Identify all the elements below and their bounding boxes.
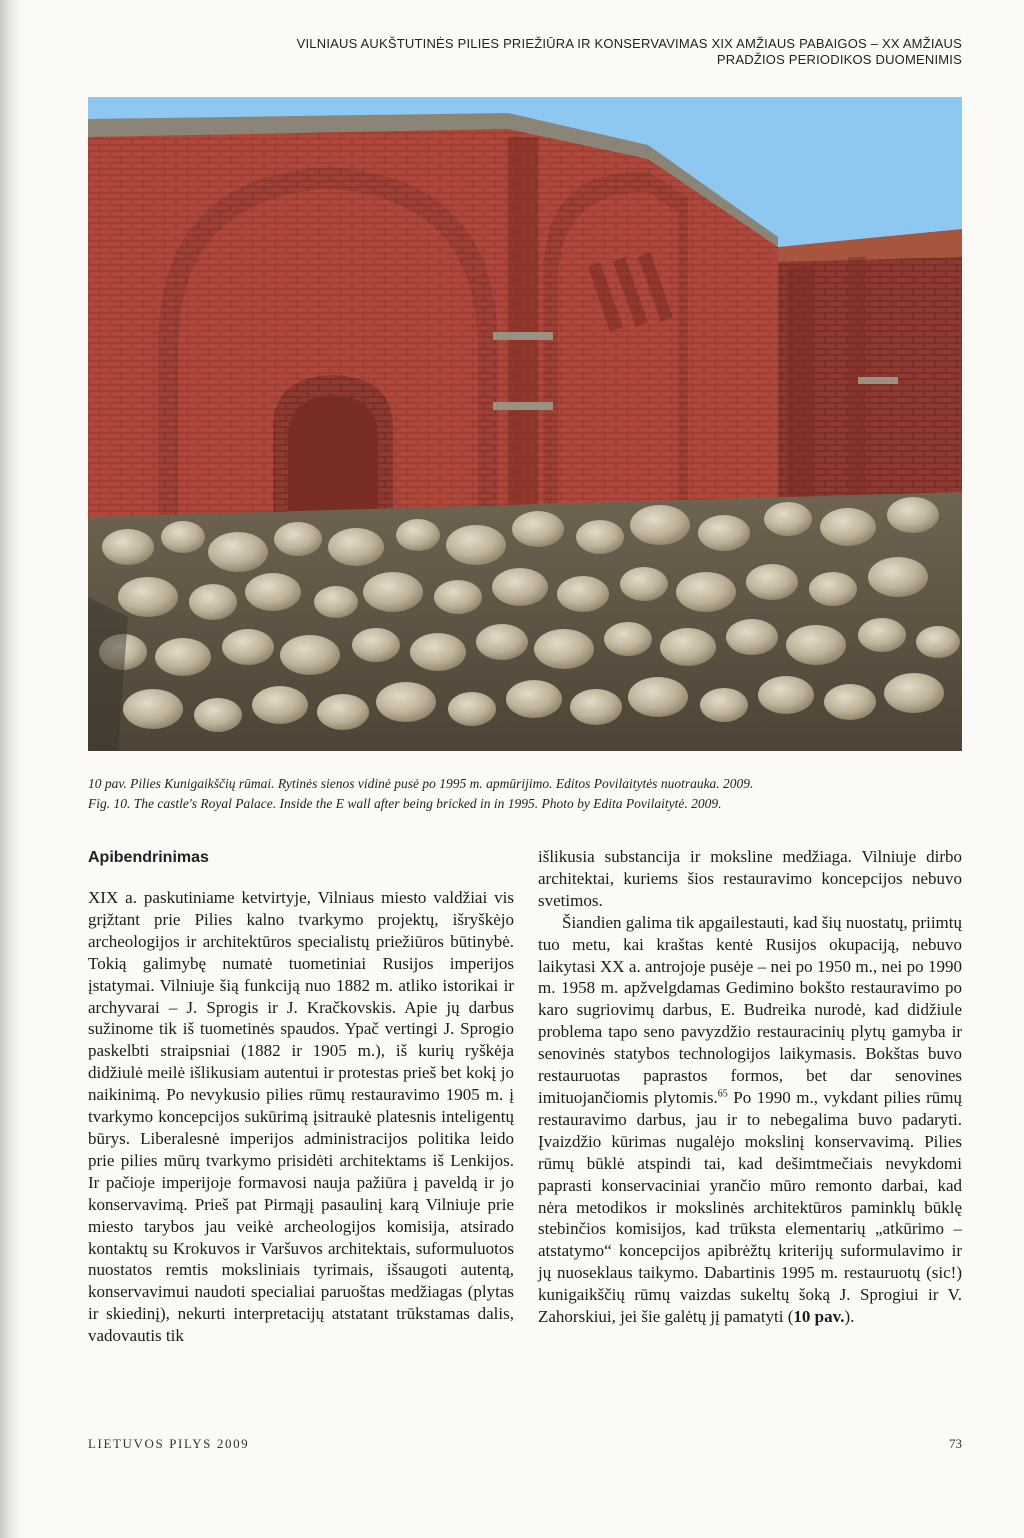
paragraph-text: Šiandien galima tik apgailestauti, kad šių nuostatų, priimtų tuo metu, kai kraštas kentė Rusijos okupaciją, nebuvo laikytasi XX a. antrojoje pusėje – nei po 1950 m., nei po 1990 m. 1958 m. apžvelgdamas Gedimino bokšto restauravimo po karo sugriovimų darbus, E. Budreika nurodė, kad didžiule problema tapo seno pavyzdžio restauracinių plytų gamyba ir senovinės statybos technologijos laikymasis. Bokštas buvo restauruotas paprastos formos, bet dar senovines imituojančiomis plytomis. [538, 912, 962, 1107]
castle-wall-illustration [88, 97, 962, 751]
section-heading: Apibendrinimas [88, 849, 209, 866]
figure-reference[interactable]: 10 pav. [793, 1307, 845, 1327]
paragraph: XIX a. paskutiniame ketvirtyje, Vilniaus miesto valdžiai vis grįžtant prie Pilies kalno tvarkymo projektų, išryškėjo archeologijos ir architektūros specialistų priežiūros būtinybė. Tokią galimybę numatė tuometiniai Rusijos imperijos įstatymai. Vilniuje šią funkciją nuo 1882 m. atliko istorikai ir archyvarai – J. Sprogis ir J. Kračkovskis. Apie jų darbus sužinome tik iš tuometinės spaudos. Ypač vertingi J. Sprogio paskelbti straipsniai (1882 ir 1905 m.), iš kurių ryškėja didžiulė meilė išlikusiam autentui ir protestas prieš bet kokį jo naikinimą. Po nevykusio pilies rūmų restauravimo 1905 m. į tvarkymo koncepcijos sukūrimą įsitraukė platesnis inteligentų būrys. Liberalesnė imperijos administracijos politika leido prie pilies mūrų tvarkymo prisidėti architektams iš Lenkijos. Ir pačioje imperijoje formavosi nauja pažiūra į paveldą ir jo konservavimą. Prieš pat Pirmąjį pasaulinį karą Vilniuje prie miesto tarybos jau veikė archeologijos komisija, atsirado kontaktų su Krokuvos ir Varšuvos architektais, suformuluotos nuostatos remtis moksliniais tyrimais, išsaugoti autentą, konservavimui naudoti specialiai paruoštas medžiagas (plytas ir skiedinį), nekurti interpretacijų atstatant trūkstamas dalis, vadovautis tik [88, 888, 514, 1346]
page-number: 73 [949, 1436, 962, 1451]
figure-caption [88, 774, 962, 814]
paragraph-text: ). [844, 1307, 855, 1327]
footnote-ref[interactable]: 65 [717, 1088, 728, 1100]
left-column-text [88, 887, 514, 1347]
paragraph: išlikusia substancija ir moksline medžiaga. Vilniuje dirbo architektai, kuriems šios restauravimo koncepcijos nebuvo svetimos. [538, 847, 962, 910]
journal-footer: LIETUVOS PILYS 2009 [88, 1436, 250, 1451]
running-header-line-2: PRADŽIOS PERIODIKOS DUOMENIMIS [716, 52, 962, 67]
caption-lithuanian: 10 pav. Pilies Kunigaikščių rūmai. Rytinės sienos vidinė pusė po 1995 m. apmūrijimo. Editos Povilaitytės nuotrauka. 2009. [88, 776, 754, 791]
castle-wall-photo [88, 97, 962, 751]
running-header-line-1: VILNIAUS AUKŠTUTINĖS PILIES PRIEŽIŪRA IR KONSERVAVIMAS XIX AMŽIAUS PABAIGOS – XX AMŽIAUS [296, 36, 962, 51]
right-column-text [538, 846, 962, 1328]
caption-english: Fig. 10. The castle's Royal Palace. Inside the E wall after being bricked in in 1995. Photo by Edita Povilaitytė. 2009. [88, 796, 722, 811]
running-header [120, 36, 962, 68]
paragraph-text: Po 1990 m., vykdant pilies rūmų restauravimo darbus, jau ir to nebegalima buvo padaryti. Įvaizdžio kūrimas nugalėjo mokslinį konservavimą. Pilies rūmų būklė atspindi tai, kad dešimtmečiais nevykdomi paprasti konservaciniai yrančio mūro remonto darbai, kad nėra metodikos ir mokslinės architektūros paminklų būklę stebinčios komisijos, kad trūksta elementarių „atkūrimo – atstatymo“ koncepcijos apibrėžtų kriterijų suformulavimo ir jų nuoseklaus taikymo. Dabartinis 1995 m. restauruotų (sic!) kunigaikščių rūmų vaizdas sukeltų šoką J. Sprogiui ir V. Zahorskiui, jei šie galėtų jį pamatyti ( [538, 1087, 962, 1327]
page-spine-shadow [0, 0, 22, 1538]
left-column [88, 846, 514, 1347]
right-column [538, 846, 962, 1328]
paragraph [538, 912, 962, 1328]
